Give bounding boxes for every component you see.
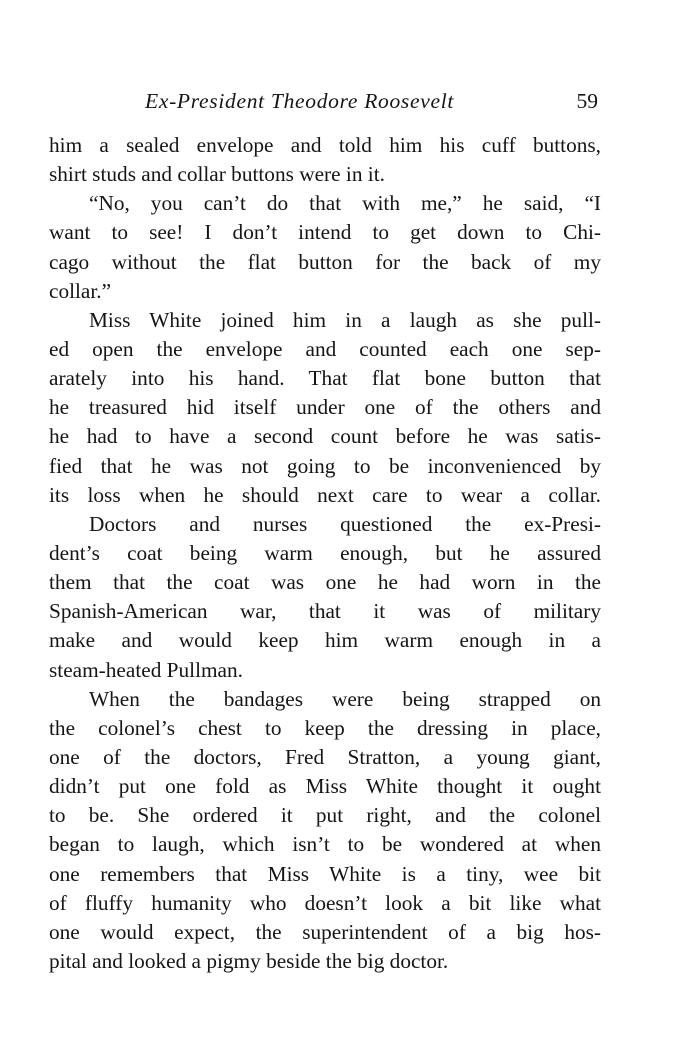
text-line: Miss White joined him in a laugh as she pull- bbox=[89, 307, 601, 332]
text-line: the colonel’s chest to keep the dressing in place, bbox=[49, 715, 601, 740]
text-line: them that the coat was one he had worn in the bbox=[49, 570, 601, 595]
text-line: didn’t put one fold as Miss White thought it ought bbox=[49, 774, 601, 799]
text-line: fied that he was not going to be inconvenienced by bbox=[49, 453, 601, 478]
text-line: he had to have a second count before he was satis- bbox=[49, 424, 601, 449]
text-line: Doctors and nurses questioned the ex-Presi- bbox=[89, 511, 601, 536]
text-line: want to see! I don’t intend to get down to Chi- bbox=[49, 220, 601, 245]
text-line: ed open the envelope and counted each one sep- bbox=[49, 336, 601, 361]
text-line: one would expect, the superintendent of a big hos- bbox=[49, 919, 601, 944]
text-line: steam-heated Pullman. bbox=[49, 657, 243, 682]
text-line: began to laugh, which isn’t to be wondered at when bbox=[49, 832, 601, 857]
text-line: make and would keep him warm enough in a bbox=[49, 628, 601, 653]
text-line: him a sealed envelope and told him his cuff buttons, bbox=[49, 133, 601, 157]
text-line: of fluffy humanity who doesn’t look a bit like what bbox=[49, 890, 601, 915]
text-line: When the bandages were being strapped on bbox=[89, 686, 601, 711]
page-number: 59 bbox=[576, 89, 598, 113]
text-line: Spanish-American war, that it was of military bbox=[49, 599, 601, 624]
text-line: pital and looked a pigmy beside the big doctor. bbox=[49, 948, 449, 973]
text-line: shirt studs and collar buttons were in it. bbox=[49, 162, 385, 187]
text-line: one remembers that Miss White is a tiny, wee bit bbox=[49, 861, 601, 886]
text-line: its loss when he should next care to wear a collar. bbox=[49, 482, 601, 507]
text-line: one of the doctors, Fred Stratton, a young giant, bbox=[49, 744, 601, 769]
running-title: Ex-President Theodore Roosevelt bbox=[145, 89, 455, 113]
text-line: cago without the flat button for the back of my bbox=[49, 249, 601, 274]
body-text bbox=[49, 131, 601, 976]
text-line: arately into his hand. That flat bone button that bbox=[49, 366, 601, 391]
text-line: he treasured hid itself under one of the others and bbox=[49, 395, 601, 420]
text-line: collar.” bbox=[49, 278, 112, 303]
running-head bbox=[49, 84, 601, 118]
text-line: to be. She ordered it put right, and the colonel bbox=[49, 803, 601, 828]
text-line: dent’s coat being warm enough, but he assured bbox=[49, 540, 601, 565]
text-line: “No, you can’t do that with me,” he said, “I bbox=[89, 191, 601, 216]
